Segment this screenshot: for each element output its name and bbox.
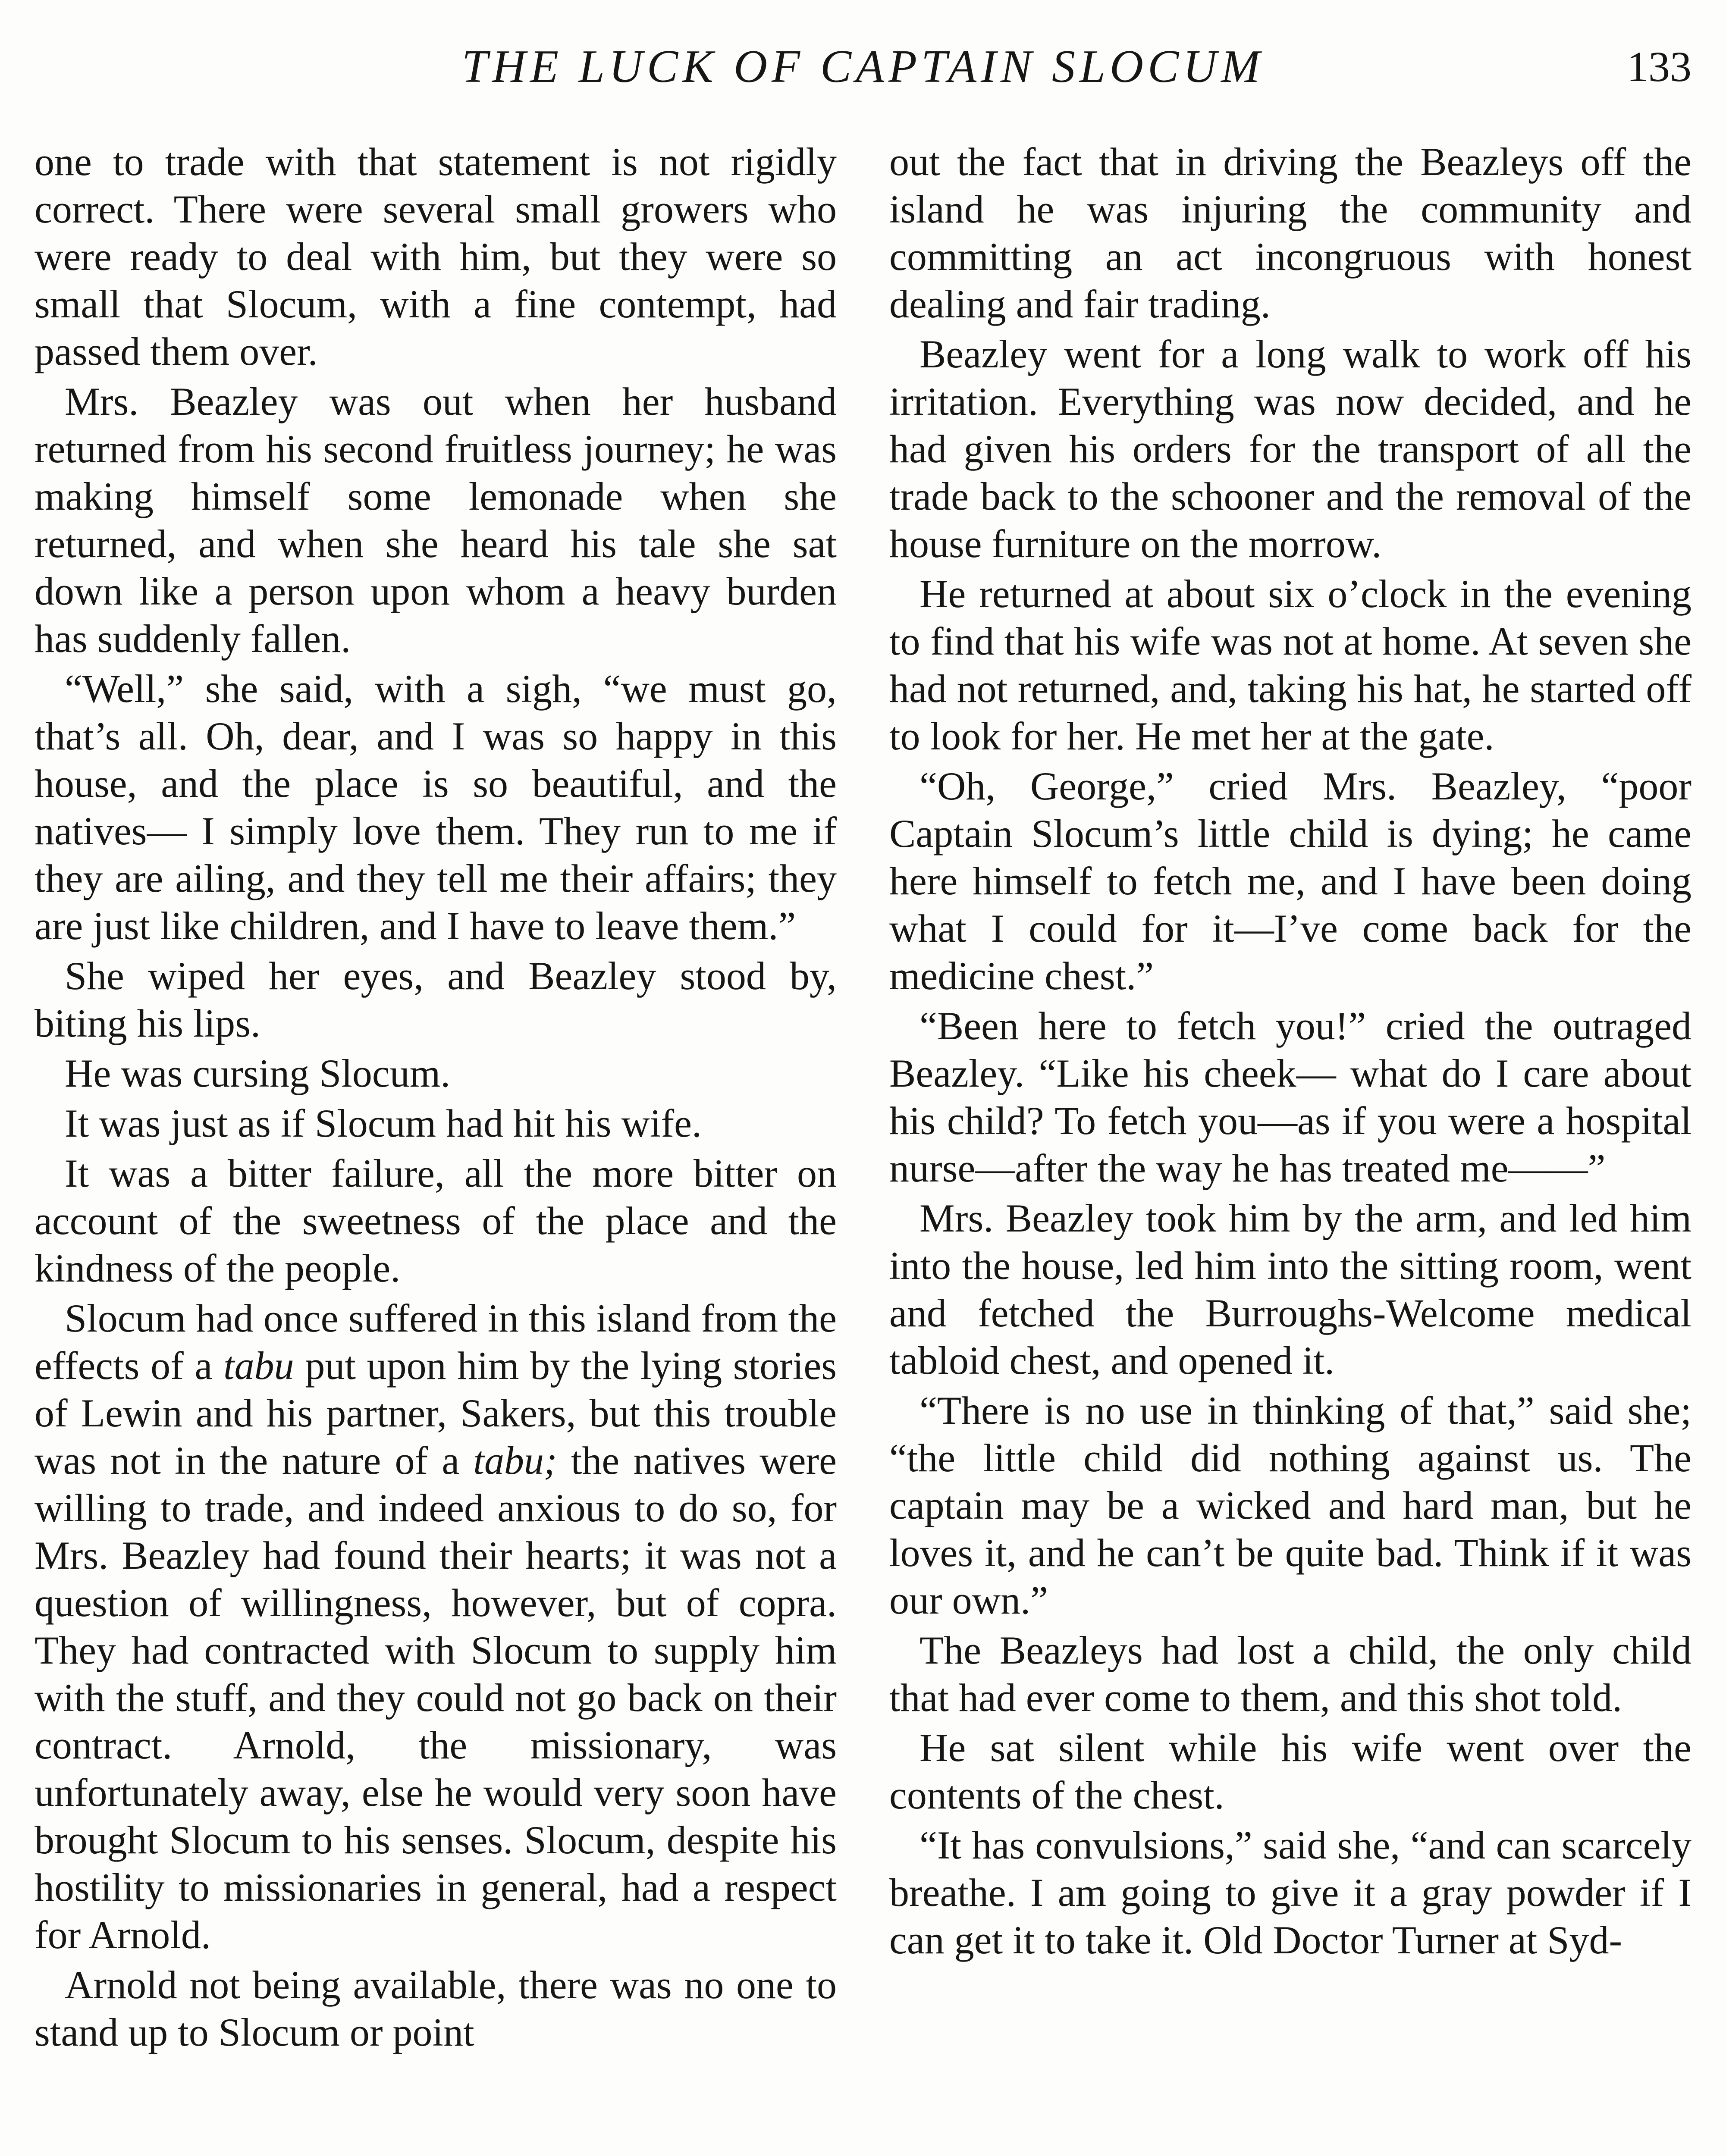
- paragraph: He was cursing Slocum.: [65, 1051, 451, 1095]
- italic-word: tabu: [223, 1344, 294, 1388]
- paragraph: “It has convulsions,” said she, “and can scarcely breathe. I am going to give it a gray powder if I can get it to take it. Old Doctor Turner at Syd-: [889, 1823, 1691, 1962]
- paragraph: Beazley went for a long walk to work off his irritation. Everything was now decided, and he had given his orders for the transport of all the trade back to the schooner and the removal of the house furniture on the morrow.: [889, 332, 1691, 566]
- page-header: [35, 34, 1691, 108]
- italic-word: tabu;: [473, 1438, 557, 1482]
- left-column: [35, 138, 837, 2156]
- paragraph: He sat silent while his wife went over the contents of the chest.: [889, 1726, 1691, 1817]
- right-column: [889, 138, 1691, 2156]
- paragraph: It was just as if Slocum had hit his wife.: [65, 1101, 702, 1145]
- page-number: 133: [1627, 43, 1691, 91]
- paragraph: It was a bitter failure, all the more bitter on account of the sweetness of the place and the kindness of the people.: [35, 1151, 837, 1290]
- text-run: put upon him by the lying stories of Lewin and his partner, Sakers, but this trouble was not in the nature of a: [35, 1344, 837, 1482]
- paragraph: out the fact that in driving the Beazleys off the island he was injuring the community and committing an act incongruous with honest dealing and fair trading.: [889, 140, 1691, 326]
- paragraph: The Beazleys had lost a child, the only child that had ever come to them, and this shot told.: [889, 1628, 1691, 1720]
- running-title: THE LUCK OF CAPTAIN SLOCUM: [461, 41, 1265, 92]
- text-columns: [35, 138, 1691, 2156]
- paragraph: Arnold not being available, there was no one to stand up to Slocum or point: [35, 1963, 837, 2054]
- paragraph: “Oh, George,” cried Mrs. Beazley, “poor Captain Slocum’s little child is dying; he came here himself to fetch me, and I have been doing what I could for it—I’ve come back for the medicine chest.”: [889, 764, 1691, 998]
- text-run: Slocum had once suffered in this island from the effects of a: [35, 1296, 837, 1388]
- text-run: the natives were willing to trade, and indeed anxious to do so, for Mrs. Beazley had found their hearts; it was not a question of willingness, however, but of copra. They had contracted with Slocum to supply him with the stuff, and they could not go back on their contract. Arnold, the missionary, was unfortunately away, else he would very soon have brought Slocum to his senses. Slocum, despite his hostility to missionaries in general, had a respect for Arnold.: [35, 1438, 837, 1957]
- paragraph: He returned at about six o’clock in the evening to find that his wife was not at home. At seven she had not returned, and, taking his hat, he started off to look for her. He met her at the gate.: [889, 572, 1691, 758]
- paragraph: She wiped her eyes, and Beazley stood by, biting his lips.: [35, 954, 837, 1045]
- paragraph: “Well,” she said, with a sigh, “we must go, that’s all. Oh, dear, and I was so happy in this house, and the place is so beautiful, and the natives— I simply love them. They run to me if they are ailing, and they tell me their affairs; they are just like children, and I have to leave them.”: [35, 667, 837, 948]
- paragraph: Mrs. Beazley was out when her husband returned from his second fruitless journey; he was making himself some lemonade when she returned, and when she heard his tale she sat down like a person upon whom a heavy burden has suddenly fallen.: [35, 379, 837, 661]
- paragraph: “There is no use in thinking of that,” said she; “the little child did nothing against us. The captain may be a wicked and hard man, but he loves it, and he can’t be quite bad. Think if it was our own.”: [889, 1388, 1691, 1622]
- paragraph: [35, 1294, 837, 1959]
- paragraph: “Been here to fetch you!” cried the outraged Beazley. “Like his cheek— what do I care about his child? To fetch you—as if you were a hospital nurse—after the way he has treated me——”: [889, 1004, 1691, 1190]
- paragraph: Mrs. Beazley took him by the arm, and led him into the house, led him into the sitting room, went and fetched the Burroughs-Welcome medical tabloid chest, and opened it.: [889, 1196, 1691, 1382]
- paragraph: one to trade with that statement is not rigidly correct. There were several small growers who were ready to deal with him, but they were so small that Slocum, with a fine contempt, had passed them over.: [35, 140, 837, 373]
